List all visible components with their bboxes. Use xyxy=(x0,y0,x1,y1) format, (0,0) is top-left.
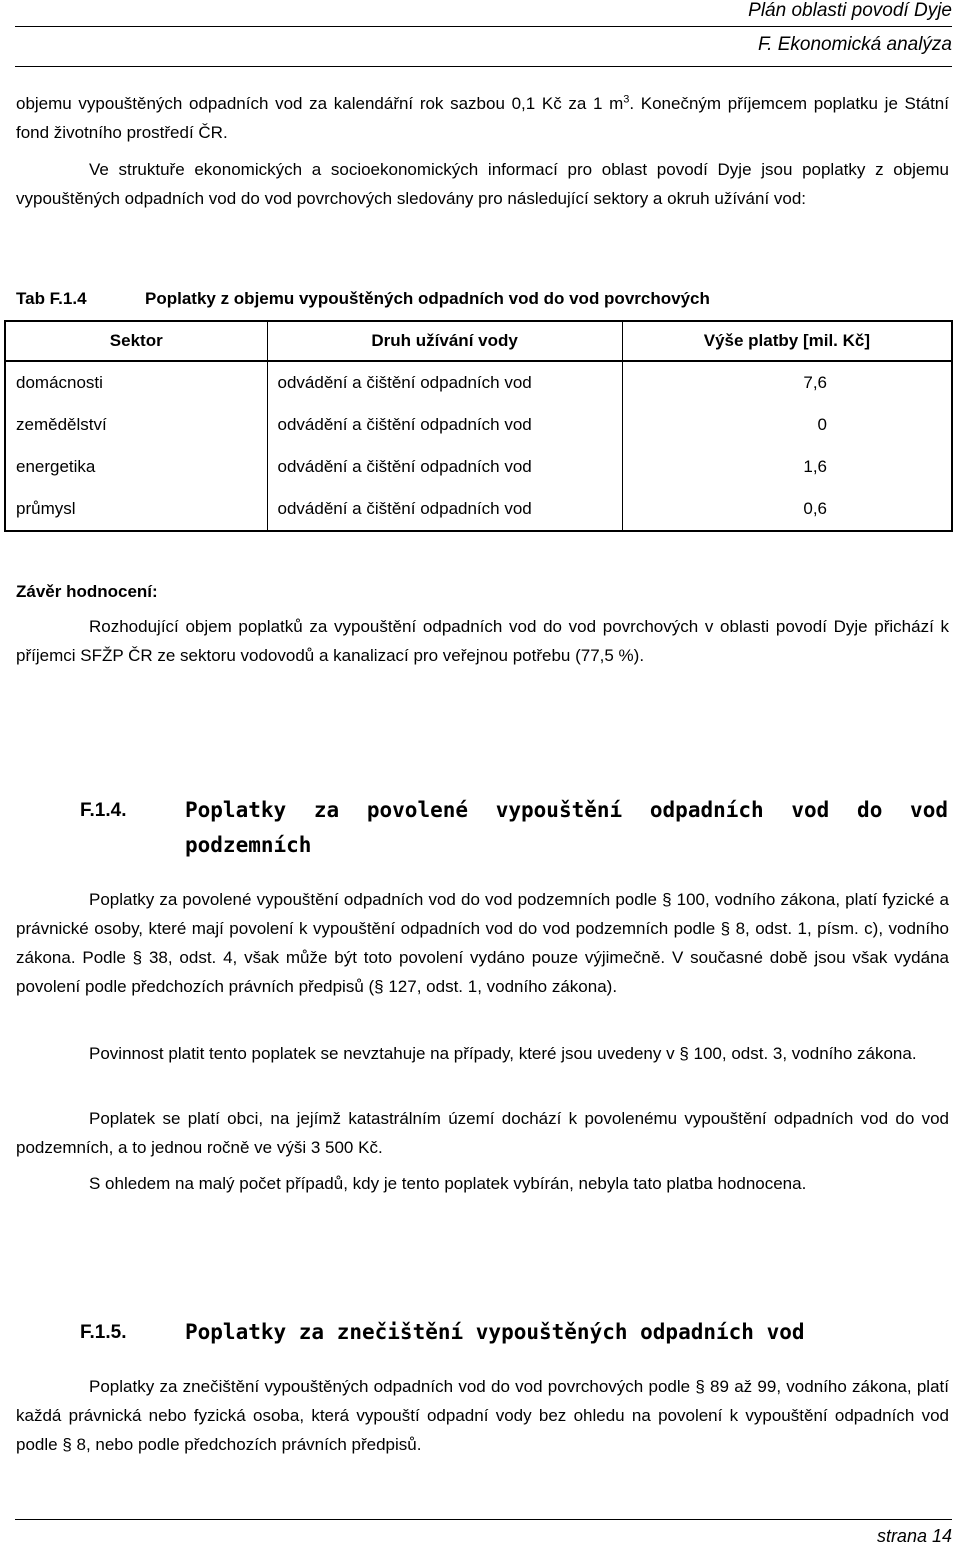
section-title: Poplatky za znečištění vypouštěných odpadních vod xyxy=(185,1320,805,1344)
table-cell: 7,6 xyxy=(622,361,952,404)
header-rule xyxy=(15,26,952,27)
table-cell: zemědělství xyxy=(5,404,267,446)
table-cell: odvádění a čištění odpadních vod xyxy=(267,361,622,404)
header-chapter-title: F. Ekonomická analýza xyxy=(758,34,952,55)
section4-paragraph-2: Povinnost platit tento poplatek se nevztahuje na případy, které jsou uvedeny v § 100, odst. 3, vodního zákona. xyxy=(89,1044,917,1063)
table-row xyxy=(5,404,952,446)
table-header-row xyxy=(5,321,952,361)
table-row xyxy=(5,446,952,488)
intro-text: objemu vypouštěných odpadních vod za kalendářní rok sazbou 0,1 Kč za 1 m xyxy=(16,94,624,113)
section5-paragraph-1: Poplatky za znečištění vypouštěných odpadních vod do vod povrchových podle § 89 až 99, vodního zákona, platí každá právnická nebo fyzická osoba, která vypouští odpadní vody bez ohledu na povolení k vypouštění odpadních vod podle § 8, nebo podle předchozích právních předpisů. xyxy=(16,1377,949,1454)
section-number: F.1.5. xyxy=(80,1322,127,1343)
page-number: strana 14 xyxy=(876,1526,952,1546)
table-caption xyxy=(16,289,710,309)
section4-paragraph-4: S ohledem na malý počet případů, kdy je tento poplatek vybírán, nebyla tato platba hodnocena. xyxy=(89,1174,807,1193)
table-cell: 1,6 xyxy=(622,446,952,488)
table-cell: odvádění a čištění odpadních vod xyxy=(267,446,622,488)
table-cell: 0,6 xyxy=(622,488,952,531)
section-number: F.1.4. xyxy=(80,800,127,821)
section4-paragraph-3: Poplatek se platí obci, na jejímž katastrálním území dochází k povolenému vypouštění odpadních vod do vod podzemních, a to jednou ročně ve výši 3 500 Kč. xyxy=(16,1109,949,1157)
section-title: Poplatky za povolené vypouštění odpadních vod do vod xyxy=(185,798,948,822)
table-cell: energetika xyxy=(5,446,267,488)
intro-text: . Konečným příjemcem poplatku je Státní fond životního prostředí ČR. xyxy=(16,94,949,142)
table-cell: 0 xyxy=(622,404,952,446)
table-caption-text: Poplatky z objemu vypouštěných odpadních vod do vod povrchových xyxy=(145,289,710,308)
table-cell: odvádění a čištění odpadních vod xyxy=(267,488,622,531)
table-header-cell: Výše platby [mil. Kč] xyxy=(622,321,952,361)
header-document-title: Plán oblasti povodí Dyje xyxy=(748,0,952,21)
fees-table xyxy=(4,320,953,532)
table-cell: průmysl xyxy=(5,488,267,531)
table-header-cell: Sektor xyxy=(5,321,267,361)
superscript: 3 xyxy=(623,93,630,106)
section-title: podzemních xyxy=(185,833,312,857)
conclusion-title: Závěr hodnocení: xyxy=(16,582,158,601)
header-rule xyxy=(15,66,952,67)
footer-rule xyxy=(15,1519,952,1520)
table-header-cell: Druh užívání vody xyxy=(267,321,622,361)
table-row xyxy=(5,488,952,531)
intro-paragraph-2: Ve struktuře ekonomických a socioekonomických informací pro oblast povodí Dyje jsou poplatky z objemu vypouštěných odpadních vod do vod povrchových sledovány pro následující sektory a okruh užívání vod: xyxy=(16,160,949,208)
table-row xyxy=(5,361,952,404)
table-caption-number: Tab F.1.4 xyxy=(16,289,87,308)
conclusion-paragraph: Rozhodující objem poplatků za vypouštění odpadních vod do vod povrchových v oblasti povodí Dyje přichází k příjemci SFŽP ČR ze sektoru vodovodů a kanalizací pro veřejnou potřebu (77,5 %). xyxy=(16,617,949,665)
intro-paragraph-1 xyxy=(16,89,949,147)
table-cell: domácnosti xyxy=(5,361,267,404)
table-cell: odvádění a čištění odpadních vod xyxy=(267,404,622,446)
section4-paragraph-1: Poplatky za povolené vypouštění odpadních vod do vod podzemních podle § 100, vodního zákona, platí fyzické a právnické osoby, které mají povolení k vypouštění odpadních vod do vod podzemních podle § 8, odst. 1, písm. c), vodního zákona. Podle § 38, odst. 4, však může být toto povolení vydáno pouze výjimečně. V současné době jsou však vydána povolení podle předchozích právních předpisů (§ 127, odst. 1, vodního zákona). xyxy=(16,890,949,996)
